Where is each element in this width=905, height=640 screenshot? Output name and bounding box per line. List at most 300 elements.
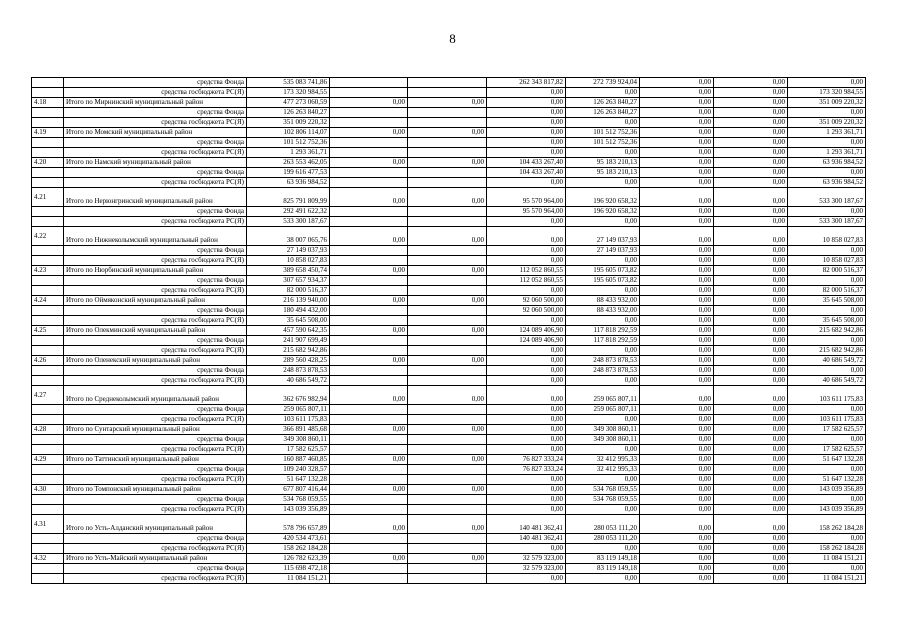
total-cell: 38 007 065,76: [247, 227, 330, 246]
row-name-cell: Итого по Томпонский муниципальный район: [64, 485, 247, 495]
value-cell: 0,00: [640, 534, 714, 544]
total-cell: 215 682 942,86: [247, 346, 330, 356]
fund-value-cell: 195 605 073,82: [566, 276, 640, 286]
value-cell: 0,00: [487, 118, 566, 128]
value-cell: 0,00: [408, 188, 487, 207]
budget-value-cell: 143 039 356,89: [788, 485, 866, 495]
value-cell: [330, 78, 408, 88]
row-name-cell: средства госбюджета РС(Я): [64, 178, 247, 188]
value-cell: 0,00: [714, 98, 788, 108]
value-cell: [330, 148, 408, 158]
value-cell: 0,00: [640, 118, 714, 128]
value-cell: 0,00: [640, 188, 714, 207]
value-cell: [408, 534, 487, 544]
row-name-cell: средства Фонда: [64, 276, 247, 286]
district-total-row: [32, 296, 866, 306]
value-cell: 0,00: [714, 465, 788, 475]
value-cell: 0,00: [714, 455, 788, 465]
value-cell: 0,00: [487, 138, 566, 148]
funding-source-row: [32, 465, 866, 475]
fund-value-cell: 0,00: [566, 544, 640, 554]
budget-value-cell: 40 686 549,72: [788, 376, 866, 386]
value-cell: 0,00: [408, 425, 487, 435]
value-cell: 0,00: [640, 356, 714, 366]
value-cell: [330, 217, 408, 227]
value-cell: 0,00: [487, 316, 566, 326]
budget-value-cell: 35 645 508,00: [788, 296, 866, 306]
row-number-cell: [32, 217, 64, 227]
row-number-cell: [32, 138, 64, 148]
value-cell: 95 570 964,00: [487, 188, 566, 207]
value-cell: 0,00: [714, 515, 788, 534]
fund-value-cell: 259 065 807,11: [566, 386, 640, 405]
fund-value-cell: 27 149 037,93: [566, 227, 640, 246]
value-cell: [330, 465, 408, 475]
value-cell: 104 433 267,40: [487, 168, 566, 178]
value-cell: 0,00: [714, 445, 788, 455]
value-cell: 0,00: [487, 246, 566, 256]
budget-value-cell: 0,00: [788, 246, 866, 256]
fund-value-cell: 0,00: [566, 88, 640, 98]
value-cell: 0,00: [330, 158, 408, 168]
fund-value-cell: 0,00: [566, 217, 640, 227]
value-cell: [408, 574, 487, 584]
budget-value-cell: 1 293 361,71: [788, 148, 866, 158]
fund-value-cell: 0,00: [566, 376, 640, 386]
total-cell: 51 647 132,28: [247, 475, 330, 485]
funding-source-row: [32, 78, 866, 88]
value-cell: 0,00: [330, 98, 408, 108]
value-cell: 0,00: [714, 554, 788, 564]
row-number-cell: [32, 246, 64, 256]
value-cell: 0,00: [640, 425, 714, 435]
value-cell: 0,00: [487, 415, 566, 425]
value-cell: 0,00: [714, 78, 788, 88]
budget-value-cell: 17 582 625,57: [788, 425, 866, 435]
row-number-cell: [32, 108, 64, 118]
value-cell: [408, 445, 487, 455]
value-cell: 0,00: [640, 227, 714, 246]
value-cell: 0,00: [487, 505, 566, 515]
budget-value-cell: 215 682 942,86: [788, 326, 866, 336]
value-cell: 32 579 323,00: [487, 554, 566, 564]
value-cell: 0,00: [640, 207, 714, 217]
value-cell: [330, 366, 408, 376]
total-cell: 35 645 508,00: [247, 316, 330, 326]
row-name-cell: Итого по Нижнеколымский муниципальный район: [64, 227, 247, 246]
row-number-cell: [32, 534, 64, 544]
value-cell: [408, 217, 487, 227]
budget-value-cell: 0,00: [788, 138, 866, 148]
value-cell: 0,00: [714, 475, 788, 485]
value-cell: 0,00: [714, 564, 788, 574]
funding-source-row: [32, 534, 866, 544]
value-cell: 92 060 500,00: [487, 306, 566, 316]
value-cell: 0,00: [640, 455, 714, 465]
value-cell: [330, 405, 408, 415]
total-cell: 11 084 151,21: [247, 574, 330, 584]
fund-value-cell: 0,00: [566, 445, 640, 455]
row-name-cell: средства Фонда: [64, 306, 247, 316]
value-cell: [408, 246, 487, 256]
district-total-row: [32, 554, 866, 564]
total-cell: 27 149 037,93: [247, 246, 330, 256]
total-cell: 17 582 625,57: [247, 445, 330, 455]
total-cell: 173 320 984,55: [247, 88, 330, 98]
table-body: [32, 78, 866, 584]
value-cell: 112 052 860,55: [487, 276, 566, 286]
fund-value-cell: 88 433 932,00: [566, 306, 640, 316]
value-cell: 140 481 362,41: [487, 534, 566, 544]
value-cell: 0,00: [330, 188, 408, 207]
row-name-cell: средства госбюджета РС(Я): [64, 544, 247, 554]
row-name-cell: средства госбюджета РС(Я): [64, 118, 247, 128]
value-cell: 0,00: [487, 178, 566, 188]
fund-value-cell: 95 183 210,13: [566, 168, 640, 178]
value-cell: 0,00: [714, 227, 788, 246]
value-cell: 0,00: [487, 128, 566, 138]
value-cell: [408, 316, 487, 326]
fund-value-cell: 534 768 059,55: [566, 495, 640, 505]
value-cell: 0,00: [408, 485, 487, 495]
value-cell: 0,00: [330, 296, 408, 306]
row-number-cell: [32, 415, 64, 425]
value-cell: 32 579 323,00: [487, 564, 566, 574]
value-cell: [408, 168, 487, 178]
row-number-cell: [32, 346, 64, 356]
row-name-cell: Итого по Олекминский муниципальный район: [64, 326, 247, 336]
value-cell: 0,00: [714, 544, 788, 554]
value-cell: [330, 445, 408, 455]
value-cell: 0,00: [487, 445, 566, 455]
total-cell: 143 039 356,89: [247, 505, 330, 515]
row-name-cell: средства госбюджета РС(Я): [64, 415, 247, 425]
value-cell: 0,00: [487, 227, 566, 246]
fund-value-cell: 32 412 995,33: [566, 455, 640, 465]
value-cell: 0,00: [714, 366, 788, 376]
fund-value-cell: 83 119 149,18: [566, 564, 640, 574]
budget-value-cell: 533 300 187,67: [788, 188, 866, 207]
value-cell: 262 343 817,82: [487, 78, 566, 88]
value-cell: 0,00: [640, 336, 714, 346]
value-cell: 0,00: [714, 88, 788, 98]
row-number-cell: [32, 475, 64, 485]
budget-value-cell: 215 682 942,86: [788, 346, 866, 356]
fund-value-cell: 0,00: [566, 256, 640, 266]
district-total-row: [32, 515, 866, 534]
row-number-cell: 4.21: [32, 188, 64, 207]
value-cell: 0,00: [640, 574, 714, 584]
value-cell: [330, 574, 408, 584]
row-name-cell: Итого по Намский муниципальный район: [64, 158, 247, 168]
district-total-row: [32, 455, 866, 465]
value-cell: 0,00: [714, 217, 788, 227]
row-number-cell: 4.31: [32, 515, 64, 534]
total-cell: 420 534 473,61: [247, 534, 330, 544]
value-cell: 0,00: [487, 475, 566, 485]
fund-value-cell: 0,00: [566, 415, 640, 425]
district-total-row: [32, 158, 866, 168]
value-cell: 0,00: [487, 356, 566, 366]
total-cell: 362 676 982,94: [247, 386, 330, 405]
value-cell: 0,00: [640, 286, 714, 296]
value-cell: [330, 495, 408, 505]
value-cell: 0,00: [640, 296, 714, 306]
value-cell: [408, 544, 487, 554]
budget-value-cell: 11 084 151,21: [788, 554, 866, 564]
value-cell: [330, 276, 408, 286]
value-cell: 0,00: [714, 256, 788, 266]
value-cell: 0,00: [640, 386, 714, 405]
value-cell: 0,00: [714, 405, 788, 415]
total-cell: 825 791 809,99: [247, 188, 330, 207]
value-cell: [408, 336, 487, 346]
value-cell: [330, 286, 408, 296]
fund-value-cell: 259 065 807,11: [566, 405, 640, 415]
value-cell: [408, 346, 487, 356]
value-cell: [408, 178, 487, 188]
value-cell: [330, 505, 408, 515]
value-cell: 0,00: [640, 266, 714, 276]
funding-source-row: [32, 256, 866, 266]
fund-value-cell: 349 308 860,11: [566, 425, 640, 435]
fund-value-cell: 196 920 658,32: [566, 207, 640, 217]
value-cell: 140 481 362,41: [487, 515, 566, 534]
value-cell: 0,00: [408, 386, 487, 405]
funding-source-row: [32, 435, 866, 445]
value-cell: [408, 118, 487, 128]
budget-value-cell: 0,00: [788, 495, 866, 505]
budget-value-cell: 0,00: [788, 306, 866, 316]
total-cell: 292 491 622,32: [247, 207, 330, 217]
value-cell: [408, 415, 487, 425]
row-number-cell: 4.19: [32, 128, 64, 138]
row-number-cell: [32, 207, 64, 217]
budget-value-cell: 0,00: [788, 534, 866, 544]
row-number-cell: [32, 316, 64, 326]
funding-source-row: [32, 445, 866, 455]
value-cell: 0,00: [640, 306, 714, 316]
value-cell: 0,00: [640, 475, 714, 485]
funding-source-row: [32, 316, 866, 326]
total-cell: 126 263 840,27: [247, 108, 330, 118]
row-number-cell: 4.28: [32, 425, 64, 435]
page-number: 8: [449, 31, 456, 46]
value-cell: 0,00: [640, 405, 714, 415]
total-cell: 241 907 699,49: [247, 336, 330, 346]
value-cell: [408, 366, 487, 376]
value-cell: 0,00: [487, 376, 566, 386]
row-name-cell: Итого по Среднеколымский муниципальный район: [64, 386, 247, 405]
row-number-cell: 4.29: [32, 455, 64, 465]
row-name-cell: Итого по Мирнинский муниципальный район: [64, 98, 247, 108]
total-cell: 389 658 450,74: [247, 266, 330, 276]
fund-value-cell: 0,00: [566, 505, 640, 515]
value-cell: 0,00: [714, 158, 788, 168]
value-cell: 76 827 333,24: [487, 465, 566, 475]
budget-value-cell: 103 611 175,83: [788, 415, 866, 425]
value-cell: 0,00: [408, 296, 487, 306]
value-cell: [408, 306, 487, 316]
value-cell: [330, 376, 408, 386]
value-cell: [408, 505, 487, 515]
value-cell: 0,00: [408, 515, 487, 534]
value-cell: 0,00: [408, 266, 487, 276]
value-cell: 0,00: [640, 445, 714, 455]
funding-source-row: [32, 207, 866, 217]
budget-value-cell: 51 647 132,28: [788, 475, 866, 485]
value-cell: 0,00: [714, 118, 788, 128]
row-number-cell: [32, 445, 64, 455]
value-cell: 0,00: [714, 306, 788, 316]
fund-value-cell: 196 920 658,32: [566, 188, 640, 207]
row-number-cell: [32, 256, 64, 266]
row-number-cell: [32, 376, 64, 386]
row-name-cell: Итого по Усть-Майский муниципальный район: [64, 554, 247, 564]
value-cell: [408, 465, 487, 475]
budget-value-cell: 63 936 984,52: [788, 158, 866, 168]
budget-value-cell: 17 582 625,57: [788, 445, 866, 455]
fund-value-cell: 101 512 752,36: [566, 128, 640, 138]
row-name-cell: средства Фонда: [64, 336, 247, 346]
value-cell: 95 570 964,00: [487, 207, 566, 217]
value-cell: [330, 168, 408, 178]
funding-source-row: [32, 336, 866, 346]
budget-value-cell: 0,00: [788, 207, 866, 217]
total-cell: 180 494 432,00: [247, 306, 330, 316]
district-total-row: [32, 188, 866, 207]
value-cell: 0,00: [487, 98, 566, 108]
value-cell: 0,00: [487, 425, 566, 435]
row-number-cell: 4.26: [32, 356, 64, 366]
row-name-cell: средства Фонда: [64, 534, 247, 544]
value-cell: 0,00: [487, 217, 566, 227]
value-cell: 0,00: [714, 495, 788, 505]
value-cell: 0,00: [714, 276, 788, 286]
value-cell: [330, 138, 408, 148]
value-cell: [408, 88, 487, 98]
row-name-cell: средства госбюджета РС(Я): [64, 256, 247, 266]
budget-value-cell: 82 000 516,37: [788, 286, 866, 296]
fund-value-cell: 126 263 840,27: [566, 98, 640, 108]
funding-source-row: [32, 168, 866, 178]
total-cell: 160 887 460,85: [247, 455, 330, 465]
value-cell: [408, 276, 487, 286]
value-cell: [408, 435, 487, 445]
district-total-row: [32, 98, 866, 108]
row-name-cell: Итого по Нюрбинский муниципальный район: [64, 266, 247, 276]
fund-value-cell: 0,00: [566, 286, 640, 296]
value-cell: [330, 118, 408, 128]
budget-value-cell: 0,00: [788, 108, 866, 118]
budget-value-cell: 0,00: [788, 564, 866, 574]
value-cell: 0,00: [487, 435, 566, 445]
budget-value-cell: 143 039 356,89: [788, 505, 866, 515]
value-cell: 0,00: [640, 485, 714, 495]
fund-value-cell: 272 739 924,04: [566, 78, 640, 88]
row-name-cell: средства госбюджета РС(Я): [64, 316, 247, 326]
value-cell: 0,00: [330, 485, 408, 495]
row-number-cell: [32, 178, 64, 188]
value-cell: 0,00: [714, 286, 788, 296]
row-number-cell: 4.30: [32, 485, 64, 495]
value-cell: [330, 415, 408, 425]
fund-value-cell: 27 149 037,93: [566, 246, 640, 256]
budget-value-cell: 82 000 516,37: [788, 266, 866, 276]
fund-value-cell: 83 119 149,18: [566, 554, 640, 564]
fund-value-cell: 0,00: [566, 574, 640, 584]
value-cell: 0,00: [640, 88, 714, 98]
value-cell: 0,00: [330, 128, 408, 138]
budget-value-cell: 0,00: [788, 435, 866, 445]
funding-source-row: [32, 376, 866, 386]
budget-value-cell: 11 084 151,21: [788, 574, 866, 584]
total-cell: 63 936 984,52: [247, 178, 330, 188]
value-cell: 0,00: [487, 386, 566, 405]
value-cell: 0,00: [714, 108, 788, 118]
row-name-cell: средства госбюджета РС(Я): [64, 376, 247, 386]
value-cell: 0,00: [714, 326, 788, 336]
funding-source-row: [32, 564, 866, 574]
value-cell: 0,00: [640, 148, 714, 158]
fund-value-cell: 32 412 995,33: [566, 465, 640, 475]
district-total-row: [32, 485, 866, 495]
value-cell: [330, 534, 408, 544]
value-cell: 0,00: [714, 246, 788, 256]
value-cell: 0,00: [640, 465, 714, 475]
fund-value-cell: 95 183 210,13: [566, 158, 640, 168]
value-cell: [330, 88, 408, 98]
value-cell: 0,00: [640, 98, 714, 108]
budget-value-cell: 103 611 175,83: [788, 386, 866, 405]
row-number-cell: 4.20: [32, 158, 64, 168]
value-cell: 0,00: [714, 485, 788, 495]
value-cell: [330, 246, 408, 256]
fund-value-cell: 117 818 292,59: [566, 336, 640, 346]
value-cell: 0,00: [640, 108, 714, 118]
value-cell: 0,00: [714, 128, 788, 138]
funding-source-row: [32, 574, 866, 584]
value-cell: 0,00: [408, 158, 487, 168]
fund-value-cell: 126 263 840,27: [566, 108, 640, 118]
value-cell: 0,00: [714, 574, 788, 584]
row-number-cell: [32, 276, 64, 286]
budget-value-cell: 35 645 508,00: [788, 316, 866, 326]
total-cell: 534 768 059,55: [247, 495, 330, 505]
budget-table: [31, 77, 866, 584]
funding-source-row: [32, 346, 866, 356]
row-number-cell: [32, 88, 64, 98]
value-cell: [330, 316, 408, 326]
value-cell: 0,00: [487, 286, 566, 296]
row-name-cell: Итого по Момский муниципальный район: [64, 128, 247, 138]
value-cell: [408, 108, 487, 118]
fund-value-cell: 248 873 878,53: [566, 356, 640, 366]
funding-source-row: [32, 108, 866, 118]
row-name-cell: средства госбюджета РС(Я): [64, 286, 247, 296]
row-number-cell: 4.22: [32, 227, 64, 246]
funding-source-row: [32, 178, 866, 188]
funding-source-row: [32, 505, 866, 515]
value-cell: 0,00: [640, 366, 714, 376]
value-cell: 0,00: [714, 505, 788, 515]
total-cell: 101 512 752,36: [247, 138, 330, 148]
value-cell: 0,00: [640, 217, 714, 227]
total-cell: 349 308 860,11: [247, 435, 330, 445]
row-name-cell: средства госбюджета РС(Я): [64, 475, 247, 485]
funding-source-row: [32, 88, 866, 98]
row-name-cell: Итого по Нерюнгринский муниципальный район: [64, 188, 247, 207]
